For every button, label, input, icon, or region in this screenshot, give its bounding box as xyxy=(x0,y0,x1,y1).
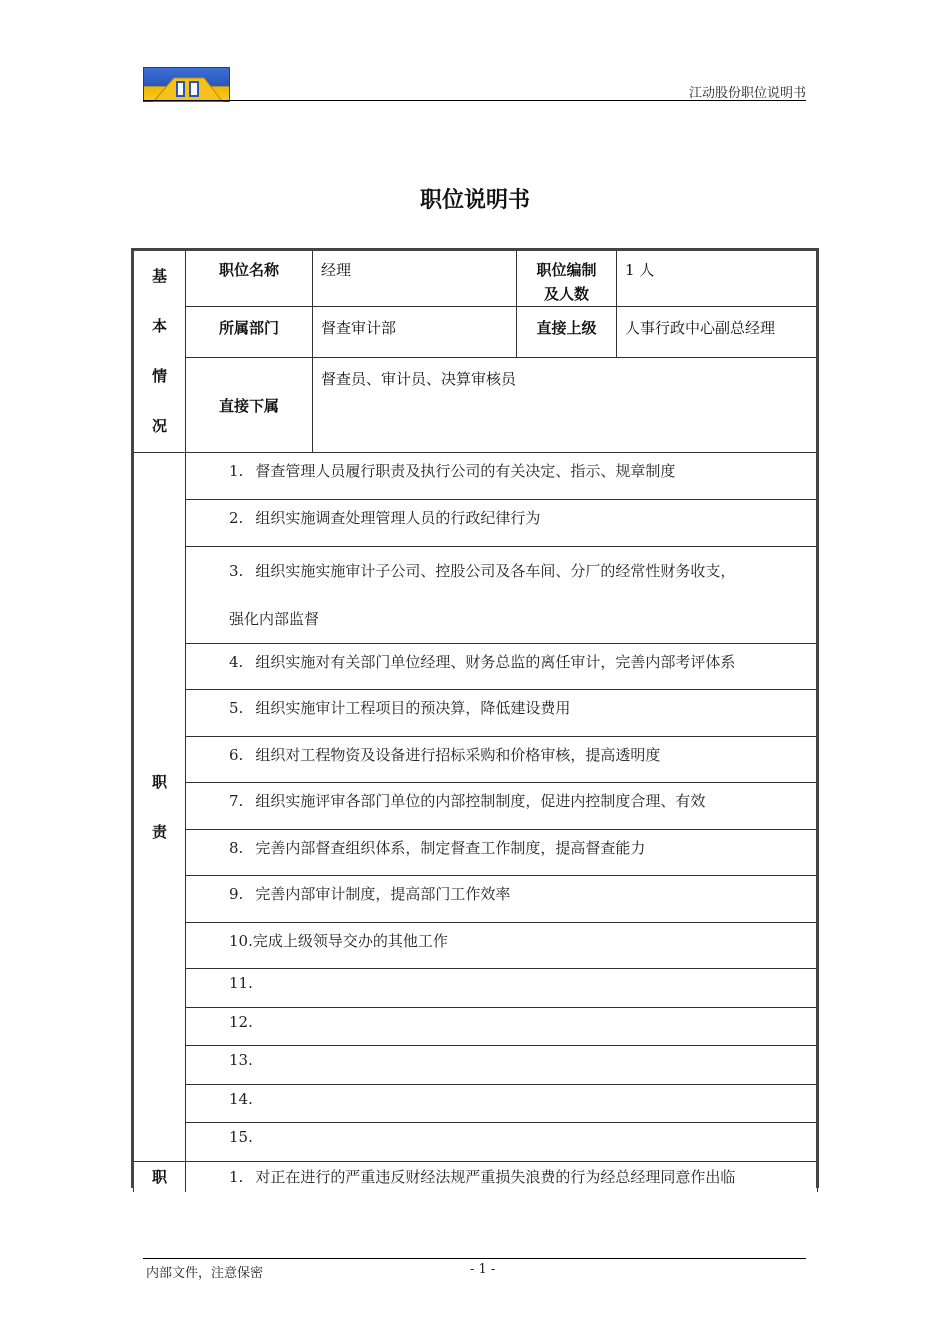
basic-info-section-label: 基 本 情 况 xyxy=(134,249,186,453)
duty-item-empty: 11. xyxy=(186,969,818,1008)
duty-item-empty: 13. xyxy=(186,1046,818,1085)
page-number: - 1 - xyxy=(470,1262,496,1277)
duty-item: 4. 组织实施对有关部门单位经理、财务总监的离任审计，完善内部考评体系 xyxy=(186,644,818,690)
duty-item: 8. 完善内部督查组织体系，制定督查工作制度，提高督查能力 xyxy=(186,830,818,876)
page-title: 职位说明书 xyxy=(419,188,530,213)
duty-item: 2. 组织实施调查处理管理人员的行政纪律行为 xyxy=(186,500,818,547)
header-divider xyxy=(143,100,806,101)
duty-item: 10.完成上级领导交办的其他工作 xyxy=(186,923,818,969)
subordinate-label: 直接下属 xyxy=(186,358,313,453)
duty-item: 1. 督查管理人员履行职责及执行公司的有关决定、指示、规章制度 xyxy=(186,453,818,500)
position-name-value: 经理 xyxy=(313,249,517,307)
footer-divider xyxy=(143,1258,806,1259)
duty-item-empty: 15. xyxy=(186,1123,818,1162)
department-label: 所属部门 xyxy=(186,307,313,358)
job-description-table xyxy=(133,248,817,1192)
duty-item: 5. 组织实施审计工程项目的预决算，降低建设费用 xyxy=(186,690,818,737)
duties-section-label: 职 责 xyxy=(134,453,186,1162)
duty-item-empty: 14. xyxy=(186,1085,818,1123)
confidential-notice: 内部文件，注意保密 xyxy=(146,1266,264,1281)
duty-item: 7. 组织实施评审各部门单位的内部控制制度，促进内控制度合理、有效 xyxy=(186,783,818,830)
duty-item: 6. 组织对工程物资及设备进行招标采购和价格审核，提高透明度 xyxy=(186,737,818,783)
headcount-label: 职位编制 及人数 xyxy=(517,249,617,307)
superior-label: 直接上级 xyxy=(517,307,617,358)
superior-value: 人事行政中心副总经理 xyxy=(617,307,818,358)
subordinates-value: 督查员、审计员、决算审核员 xyxy=(313,358,818,453)
authority-section-label: 职 xyxy=(134,1162,186,1192)
duty-item-empty: 12. xyxy=(186,1008,818,1046)
company-logo xyxy=(143,67,230,102)
header-doc-title: 江动股份职位说明书 xyxy=(688,86,806,101)
authority-item: 1. 对正在进行的严重违反财经法规严重损失浪费的行为经总经理同意作出临 xyxy=(186,1162,818,1192)
duty-item: 3. 组织实施实施审计子公司、控股公司及各车间、分厂的经常性财务收支， 强化内部监督 xyxy=(186,547,818,644)
headcount-value: 1 人 xyxy=(617,249,818,307)
department-value: 督查审计部 xyxy=(313,307,517,358)
position-name-label: 职位名称 xyxy=(186,249,313,307)
duty-item: 9. 完善内部审计制度，提高部门工作效率 xyxy=(186,876,818,923)
